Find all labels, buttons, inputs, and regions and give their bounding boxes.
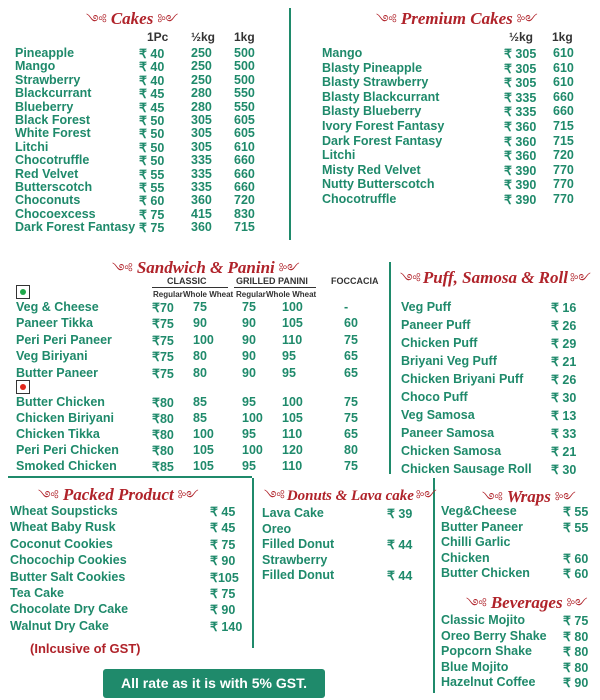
item-name: Chicken Samosa xyxy=(401,444,502,458)
item-name: Popcorn Shake xyxy=(441,644,532,659)
item-price: ₹ 50 xyxy=(139,114,165,128)
item-price: ₹80 xyxy=(152,412,174,426)
item-price: 95 xyxy=(282,365,296,380)
item-price: ₹ 75 xyxy=(563,614,589,628)
divider-bottom-left xyxy=(8,476,252,478)
divider-cakes xyxy=(289,8,291,240)
item-name: Dark Forest Fantasy xyxy=(15,220,136,235)
item-name: Chilli Garlic xyxy=(441,535,511,550)
item-price: 250 xyxy=(191,72,212,87)
item-price: 250 xyxy=(191,59,212,74)
item-price: 95 xyxy=(282,349,296,364)
item-price: ₹ 90 xyxy=(210,603,236,618)
item-name: Veg & Cheese xyxy=(16,300,99,314)
item-price: 720 xyxy=(234,193,255,208)
item-name: Briyani Veg Puff xyxy=(401,354,497,368)
item-price: 305 xyxy=(191,139,212,154)
item-price: 85 xyxy=(193,411,207,425)
item-price: ₹ 26 xyxy=(551,319,577,333)
nonveg-symbol-icon xyxy=(16,380,30,394)
item-price: 65 xyxy=(344,349,358,364)
item-price: 500 xyxy=(234,59,255,74)
packed-title: ༺ Packed Product ༻ xyxy=(34,481,203,518)
item-price: 335 xyxy=(191,153,212,168)
item-price: ₹ 305 xyxy=(504,61,537,76)
item-price: 610 xyxy=(553,75,574,90)
item-price: 715 xyxy=(553,119,574,133)
item-price: 360 xyxy=(191,220,212,235)
cakes-header-1pc: 1Pc xyxy=(147,30,169,44)
grilled-regular-sub: Regular xyxy=(236,290,266,299)
item-price: ₹ 55 xyxy=(563,520,589,535)
item-price: 610 xyxy=(553,46,574,60)
item-name: Walnut Dry Cake xyxy=(10,618,109,633)
sandwich-title: ༺ Sandwich & Panini ༻ xyxy=(108,254,304,291)
item-price: 75 xyxy=(193,300,207,314)
item-name: Peri Peri Paneer xyxy=(16,332,112,347)
item-price: 100 xyxy=(242,443,263,457)
item-name: Classic Mojito xyxy=(441,613,526,627)
item-price: 660 xyxy=(553,104,574,119)
item-price: 280 xyxy=(191,99,212,114)
item-price: ₹ 16 xyxy=(551,301,577,315)
item-name: Butter Salt Cookies xyxy=(10,569,126,584)
item-name: Chocochip Cookies xyxy=(10,553,127,568)
ornament-left-icon: ༺ xyxy=(112,261,133,276)
item-name: Butter Chicken xyxy=(441,566,530,581)
item-price: ₹ 390 xyxy=(504,178,537,193)
item-price: 90 xyxy=(242,365,256,380)
item-price: 90 xyxy=(242,316,256,331)
item-price: ₹ 305 xyxy=(504,47,537,61)
cakes-title: ༺ Cakes ༻ xyxy=(82,5,182,42)
item-name: Pineapple xyxy=(15,46,75,60)
item-price: 660 xyxy=(234,153,255,168)
item-price: 605 xyxy=(234,113,255,127)
item-name: Chicken Sausage Roll xyxy=(401,462,532,476)
item-price: ₹ 305 xyxy=(504,76,537,91)
item-price: ₹75 xyxy=(152,317,174,332)
item-price: ₹ 45 xyxy=(139,87,165,102)
item-price: 305 xyxy=(191,126,212,141)
wraps-title: ༺ Wraps ༻ xyxy=(478,483,580,520)
item-price: 90 xyxy=(242,349,256,364)
item-price: ₹ 360 xyxy=(504,120,537,134)
donuts-title: ༺ Donuts & Lava cake ༻ xyxy=(264,488,437,504)
item-price: ₹ 55 xyxy=(139,181,165,195)
item-price: ₹ 50 xyxy=(139,154,165,169)
item-price: ₹ 360 xyxy=(504,134,537,149)
item-price: ₹ 50 xyxy=(139,140,165,155)
item-price: 720 xyxy=(553,148,574,163)
item-price: 120 xyxy=(282,443,303,457)
item-price: 95 xyxy=(242,395,256,409)
grilled-wholewheat-sub: Whole Wheat xyxy=(266,290,317,299)
item-price: ₹ 75 xyxy=(139,207,165,222)
item-price: ₹85 xyxy=(152,460,174,474)
classic-underline xyxy=(152,287,228,288)
item-name: Dark Forest Fantasy xyxy=(322,133,443,148)
item-name: Hazelnut Coffee xyxy=(441,675,536,690)
item-price: ₹ 60 xyxy=(139,194,165,209)
item-price: 415 xyxy=(191,206,212,221)
item-price: ₹ 45 xyxy=(210,521,236,536)
item-price: ₹ 55 xyxy=(139,167,165,182)
item-price: ₹ 335 xyxy=(504,105,537,120)
item-name: Chicken Puff xyxy=(401,336,478,350)
item-name: Veg Puff xyxy=(401,300,452,314)
item-name: Red Velvet xyxy=(15,166,79,181)
item-price: 605 xyxy=(234,126,255,141)
divider-packed xyxy=(252,478,254,648)
item-name: Filled Donut xyxy=(262,568,335,583)
item-price: ₹80 xyxy=(152,428,174,442)
col-foccacia-header: FOCCACIA xyxy=(331,276,379,286)
item-price: 85 xyxy=(193,395,207,409)
item-name: Blasty Strawberry xyxy=(322,75,429,90)
item-name: Blasty Blackcurrant xyxy=(322,89,440,104)
item-name: Veg Biriyani xyxy=(16,349,88,364)
item-price: 110 xyxy=(282,427,303,441)
item-name: Paneer Samosa xyxy=(401,426,495,440)
nonveg-dot-icon xyxy=(20,384,26,390)
item-name: Chicken xyxy=(441,550,490,565)
ornament-left-icon: ༺ xyxy=(482,490,503,505)
item-price: 100 xyxy=(282,300,303,314)
item-name: Wheat Baby Rusk xyxy=(10,520,116,535)
premium-cakes-title: ༺ Premium Cakes ༻ xyxy=(372,5,542,42)
item-price: 80 xyxy=(193,365,207,380)
item-name: Litchi xyxy=(15,139,49,154)
ornament-left-icon: ༺ xyxy=(376,12,397,27)
item-price: ₹ 44 xyxy=(387,538,413,553)
grilled-underline xyxy=(234,287,316,288)
item-price: ₹70 xyxy=(152,301,174,315)
item-price: ₹80 xyxy=(152,444,174,458)
item-price: ₹ 33 xyxy=(551,427,577,441)
item-price: ₹ 21 xyxy=(551,355,577,369)
premium-header-halfkg: ½kg xyxy=(509,30,534,44)
item-price: ₹75 xyxy=(152,350,174,365)
item-price: 75 xyxy=(344,332,358,347)
col-grilled-header: GRILLED PANINI xyxy=(236,276,308,286)
item-price: 770 xyxy=(553,192,574,206)
item-price: ₹ 39 xyxy=(387,507,413,521)
item-price: 100 xyxy=(282,395,303,409)
item-price: 610 xyxy=(234,139,255,154)
item-price: ₹ 40 xyxy=(139,73,165,88)
item-price: ₹ 60 xyxy=(563,567,589,582)
item-price: ₹ 13 xyxy=(551,409,577,423)
item-price: ₹ 21 xyxy=(551,445,577,459)
item-name: Blue Mojito xyxy=(441,659,509,674)
item-price: ₹ 90 xyxy=(210,554,236,569)
item-price: 65 xyxy=(344,365,358,380)
ornament-left-icon: ༺ xyxy=(466,596,487,611)
item-name: Peri Peri Chicken xyxy=(16,443,119,457)
item-name: Chocotruffle xyxy=(322,192,397,206)
item-price: 610 xyxy=(553,60,574,75)
item-price: ₹ 80 xyxy=(563,645,589,660)
item-name: Smoked Chicken xyxy=(16,459,117,473)
item-price: ₹ 45 xyxy=(139,100,165,115)
item-name: Filled Donut xyxy=(262,537,335,552)
item-name: Chicken Biriyani xyxy=(16,411,114,425)
item-price: ₹105 xyxy=(210,570,239,585)
item-price: ₹ 30 xyxy=(551,391,577,405)
puff-title: ༺ Puff, Samosa & Roll ༻ xyxy=(400,268,591,287)
classic-regular-sub: Regular xyxy=(153,290,183,299)
item-price: 75 xyxy=(344,411,358,425)
item-price: 770 xyxy=(553,177,574,192)
item-price: ₹ 80 xyxy=(563,629,589,644)
item-price: 660 xyxy=(234,166,255,181)
ornament-left-icon: ༺ xyxy=(38,488,59,503)
item-price: ₹75 xyxy=(152,366,174,381)
gst-inclusive-note: (Inlcusive of GST) xyxy=(30,641,141,656)
item-name: Veg&Cheese xyxy=(441,504,517,518)
item-price: 500 xyxy=(234,46,255,60)
ornament-left-icon: ༺ xyxy=(400,271,421,286)
item-price: 715 xyxy=(234,220,255,235)
item-price: ₹ 360 xyxy=(504,149,537,164)
item-name: Wheat Soupsticks xyxy=(10,504,118,518)
item-price: ₹ 45 xyxy=(210,505,236,519)
item-name: Chocolate Dry Cake xyxy=(10,602,129,617)
ornament-right-icon: ༻ xyxy=(566,596,588,611)
item-price: ₹ 30 xyxy=(551,463,577,477)
item-price: 660 xyxy=(553,89,574,104)
item-price: ₹ 80 xyxy=(563,660,589,675)
item-price: 305 xyxy=(191,113,212,127)
item-price: 80 xyxy=(193,349,207,364)
item-name: Nutty Butterscotch xyxy=(322,177,435,192)
item-price: 770 xyxy=(553,162,574,177)
item-name: Butter Paneer xyxy=(16,365,98,380)
item-price: 550 xyxy=(234,99,255,114)
item-price: 95 xyxy=(242,459,256,473)
item-price: 250 xyxy=(191,46,212,60)
item-name: Choco Puff xyxy=(401,390,468,404)
veg-symbol-icon xyxy=(16,285,30,299)
item-price: ₹ 44 xyxy=(387,569,413,584)
item-price: 75 xyxy=(344,459,358,473)
item-price: 95 xyxy=(242,427,256,441)
item-name: Blasty Blueberry xyxy=(322,104,422,119)
item-price: 105 xyxy=(282,316,303,331)
item-name: Chicken Tikka xyxy=(16,427,100,441)
item-price: ₹ 75 xyxy=(139,221,165,236)
item-name: Black Forest xyxy=(15,113,91,127)
item-name: Paneer Tikka xyxy=(16,316,93,331)
item-price: 105 xyxy=(193,459,214,473)
item-name: Butter Chicken xyxy=(16,395,105,409)
item-price: 660 xyxy=(234,180,255,194)
item-price: 335 xyxy=(191,180,212,194)
item-price: ₹ 40 xyxy=(139,47,165,61)
item-name: Misty Red Velvet xyxy=(322,162,421,177)
item-price: 550 xyxy=(234,86,255,101)
classic-wholewheat-sub: Whole Wheat xyxy=(183,290,234,299)
item-name: Chocotruffle xyxy=(15,153,90,168)
item-price: 110 xyxy=(282,459,303,473)
item-price: 500 xyxy=(234,72,255,87)
divider-sandwich xyxy=(389,262,391,474)
item-price: - xyxy=(344,300,349,314)
item-price: ₹ 390 xyxy=(504,193,537,207)
ornament-right-icon: ༻ xyxy=(157,12,179,27)
ornament-right-icon: ༻ xyxy=(177,488,199,503)
premium-header-1kg: 1kg xyxy=(552,30,573,44)
item-price: ₹ 75 xyxy=(210,537,236,552)
item-price: 60 xyxy=(344,316,358,331)
item-name: Mango xyxy=(322,46,363,60)
item-price: 360 xyxy=(191,193,212,208)
ornament-right-icon: ༻ xyxy=(569,271,591,286)
item-price: 65 xyxy=(344,427,358,441)
item-price: 100 xyxy=(193,427,214,441)
item-name: Chicken Briyani Puff xyxy=(401,372,524,386)
item-price: 90 xyxy=(242,332,256,347)
cakes-header-1kg: 1kg xyxy=(234,30,255,44)
item-price: 110 xyxy=(282,332,303,347)
item-price: ₹ 335 xyxy=(504,90,537,105)
ornament-left-icon: ༺ xyxy=(264,488,285,503)
item-price: 100 xyxy=(242,411,263,425)
item-price: ₹ 60 xyxy=(563,551,589,566)
item-price: 280 xyxy=(191,86,212,101)
item-name: Strawberry xyxy=(262,552,328,567)
item-price: ₹ 40 xyxy=(139,60,165,75)
item-name: Blasty Pineapple xyxy=(322,60,423,75)
item-price: 335 xyxy=(191,166,212,181)
item-name: Oreo Berry Shake xyxy=(441,628,547,643)
ornament-right-icon: ༻ xyxy=(415,488,437,503)
item-name: Butter Paneer xyxy=(441,519,523,534)
item-name: Butterscotch xyxy=(15,180,93,194)
item-price: ₹ 29 xyxy=(551,337,577,351)
item-price: 75 xyxy=(242,300,256,314)
item-name: Chocoexcess xyxy=(15,206,96,221)
item-price: ₹ 55 xyxy=(563,505,589,519)
item-price: 90 xyxy=(193,316,207,331)
item-price: 715 xyxy=(553,133,574,148)
item-name: Ivory Forest Fantasy xyxy=(322,119,445,133)
item-name: Tea Cake xyxy=(10,586,64,600)
item-name: Choconuts xyxy=(15,193,81,208)
item-price: ₹80 xyxy=(152,396,174,410)
item-name: Litchi xyxy=(322,148,356,163)
item-price: 100 xyxy=(193,332,214,347)
item-price: 105 xyxy=(282,411,303,425)
item-name: White Forest xyxy=(15,126,91,141)
ornament-left-icon: ༺ xyxy=(86,12,107,27)
ornament-right-icon: ༻ xyxy=(278,261,300,276)
item-price: 830 xyxy=(234,206,255,221)
item-price: ₹ 140 xyxy=(210,619,243,634)
item-name: Paneer Puff xyxy=(401,318,471,332)
col-classic-header: CLASSIC xyxy=(167,276,207,286)
veg-dot-icon xyxy=(20,289,26,295)
beverages-title: ༺ Beverages ༻ xyxy=(462,589,591,626)
item-price: ₹ 26 xyxy=(551,373,577,387)
item-price: ₹ 75 xyxy=(210,587,236,601)
gst-banner: All rate as it is with 5% GST. xyxy=(103,669,325,698)
item-price: 80 xyxy=(344,443,358,457)
item-name: Coconut Cookies xyxy=(10,536,113,551)
item-name: Blackcurrant xyxy=(15,86,92,101)
item-name: Oreo xyxy=(262,521,292,536)
item-price: ₹75 xyxy=(152,333,174,348)
item-name: Blueberry xyxy=(15,99,74,114)
item-price: ₹ 90 xyxy=(563,676,589,691)
cakes-header-halfkg: ½kg xyxy=(191,30,216,44)
item-name: Strawberry xyxy=(15,72,81,87)
item-price: 105 xyxy=(193,443,214,457)
item-name: Veg Samosa xyxy=(401,408,475,422)
item-price: 75 xyxy=(344,395,358,409)
ornament-right-icon: ༻ xyxy=(516,12,538,27)
item-name: Lava Cake xyxy=(262,506,324,520)
item-price: ₹ 390 xyxy=(504,163,537,178)
ornament-right-icon: ༻ xyxy=(554,490,576,505)
item-price: ₹ 50 xyxy=(139,127,165,142)
item-name: Mango xyxy=(15,59,56,74)
